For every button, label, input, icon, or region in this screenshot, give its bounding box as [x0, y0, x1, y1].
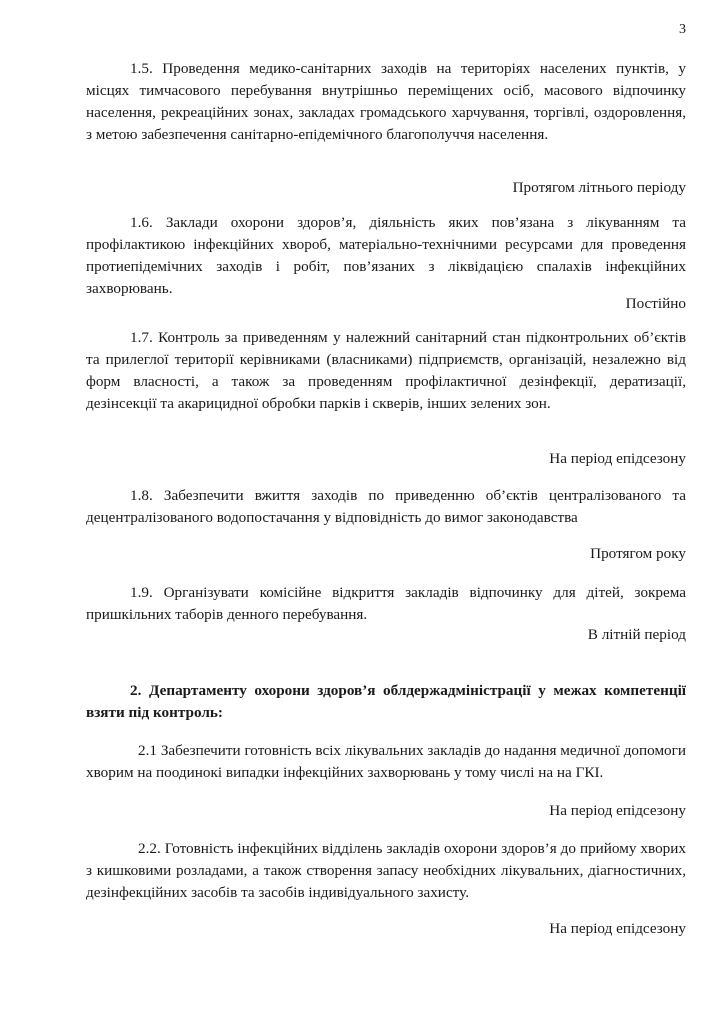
- item-text: Проведення медико-санітарних заходів на територіях населених пунктів, у місцях тимчасового перебування внутрішньо переміщених осіб, масового відпочинку населення, рекреаційних зонах, закладах громадського харчування, торгівлі, оздоровлення, з метою забезпечення санітарно-епідемічного благополуччя населення.: [86, 60, 686, 143]
- item-text: Заклади охорони здоров’я, діяльність яких пов’язана з лікуванням та профілактикою інфекційних хвороб, матеріально-технічними ресурсами для проведення протиепідемічних заходів і робіт, пов’язаних з ліквідацією спалахів інфекційних захворювань.: [86, 214, 686, 297]
- item-number: 1.7.: [130, 329, 153, 346]
- item-text: Забезпечити вжиття заходів по приведенню об’єктів централізованого та децентралізованого водопостачання у відповідність до вимог законодавства: [86, 487, 687, 526]
- item-number: 1.6.: [130, 214, 153, 231]
- deadline-2-2: На період епідсезону: [549, 920, 686, 937]
- paragraph-1-7: [86, 327, 686, 415]
- deadline-1-6: Постійно: [625, 295, 686, 312]
- item-number: 1.9.: [130, 584, 153, 601]
- item-text: Готовність інфекційних відділень закладів охорони здоров’я до прийому хворих з кишковими розладами, а також створення запасу необхідних лікувальних, діагностичних, дезінфекційних засобів та засобів індивідуального захисту.: [86, 840, 686, 901]
- item-text: Забезпечити готовність всіх лікувальних закладів до надання медичної допомоги хворим на поодинокі випадки інфекційних захворювань у тому числі на на ГКІ.: [86, 742, 687, 781]
- section-heading-text: Департаменту охорони здоров’я облдержадміністрації у межах компетенції взяти під контроль:: [86, 682, 687, 721]
- item-number: 2.2.: [138, 840, 161, 857]
- item-number: 2.1: [138, 742, 157, 759]
- paragraph-2-2: [86, 838, 686, 904]
- section-2-heading: [86, 680, 686, 724]
- paragraph-1-9: [86, 582, 686, 626]
- item-text: Контроль за приведенням у належний санітарний стан підконтрольних об’єктів та прилеглої території керівниками (власниками) підприємств, організацій, незалежно від форм власності, а також за проведенням профілактичної дезінфекції, дератизації, дезінсекції та акарицидної обробки парків і скверів, інших зелених зон.: [86, 329, 686, 412]
- paragraph-2-1: [86, 740, 686, 784]
- item-number: 1.8.: [130, 487, 153, 504]
- item-text: Організувати комісійне відкриття закладів відпочинку для дітей, зокрема пришкільних таборів денного перебування.: [86, 584, 687, 623]
- paragraph-1-8: [86, 485, 686, 529]
- item-number: 1.5.: [130, 60, 153, 77]
- section-number: 2.: [130, 682, 142, 699]
- page-number: 3: [679, 22, 686, 37]
- deadline-1-8: Протягом року: [590, 545, 686, 562]
- deadline-1-5: Протягом літнього періоду: [512, 179, 686, 196]
- deadline-1-7: На період епідсезону: [549, 450, 686, 467]
- paragraph-1-6: [86, 212, 686, 300]
- paragraph-1-5: [86, 58, 686, 146]
- deadline-2-1: На період епідсезону: [549, 802, 686, 819]
- deadline-1-9: В літній період: [587, 626, 686, 643]
